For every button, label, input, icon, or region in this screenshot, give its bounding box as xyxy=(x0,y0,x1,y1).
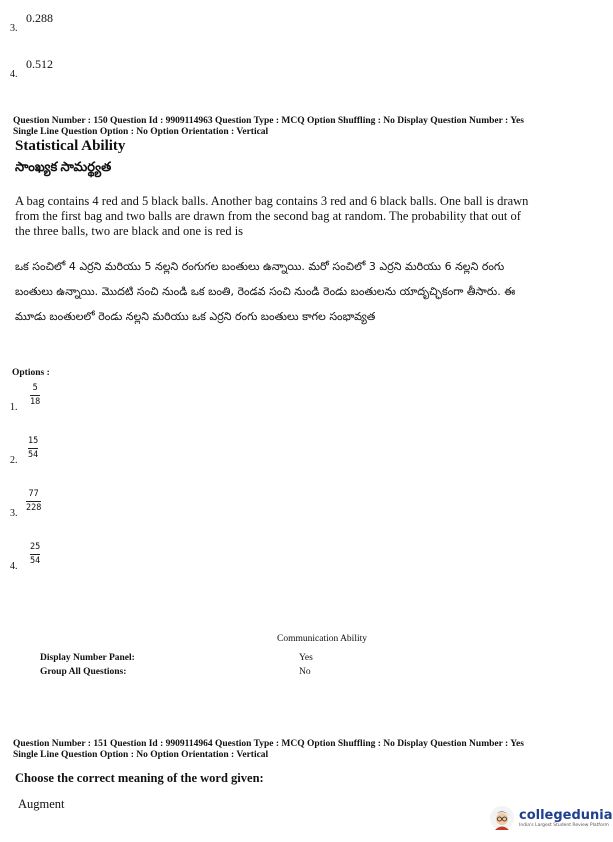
option-value: 0.512 xyxy=(26,57,53,71)
option-number: 4. xyxy=(10,69,18,80)
fraction-bar xyxy=(26,501,41,502)
question-meta-151 xyxy=(13,739,588,760)
numerator: 5 xyxy=(32,383,38,393)
option-fraction xyxy=(30,542,40,566)
question-text-en: A bag contains 4 red and 5 black balls. Another bag contains 3 red and 6 black balls. One ball is drawn from the first bag and two balls are drawn from the second bag at random. The probability that out of the three balls, two are black and one is red is xyxy=(15,194,529,238)
denominator: 54 xyxy=(30,556,41,566)
denominator: 54 xyxy=(28,450,39,460)
option-fraction xyxy=(30,383,40,407)
question-meta-150 xyxy=(13,116,588,137)
options-label: Options : xyxy=(12,368,50,378)
meta-line-1: Question Number : 150 Question Id : 9909114963 Question Type : MCQ Option Shuffling : No Display Question Number : Yes xyxy=(13,116,524,126)
meta-line-2: Single Line Question Option : No Option Orientation : Vertical xyxy=(13,749,269,760)
option-number: 3. xyxy=(10,23,18,34)
collegedunia-watermark xyxy=(489,805,613,831)
section-title-te: సాంఖ్యక సామర్థ్యత xyxy=(15,159,112,174)
option-number: 2. xyxy=(10,455,18,466)
group-all-questions-value: No xyxy=(299,667,311,677)
question-word: Augment xyxy=(18,797,65,811)
option-number: 3. xyxy=(10,508,18,519)
numerator: 25 xyxy=(30,542,41,552)
display-number-panel-label: Display Number Panel: xyxy=(40,653,135,663)
brand-tagline: India's Largest Student Review Platform xyxy=(519,823,609,828)
denominator: 228 xyxy=(26,503,42,513)
question-text-te: ఒక సంచిలో 4 ఎర్రని మరియు 5 నల్లని రంగుగల బంతులు ఉన్నాయి. మరో సంచిలో 3 ఎర్రని మరియు 6 నల్లని రంగు బంతులు ఉన్నాయి. మొదటి సంచి నుండి ఒక బంతి, రెండవ సంచి నుండి రెండు బంతులను యాదృచ్ఛికంగా తీసారు. ఈ మూడు బంతులలో రెండు నల్లని మరియు ఒక ఎర్రని రంగు బంతులు కాగల సంభావ్యత xyxy=(15,260,516,323)
section-title: Communication Ability xyxy=(277,634,367,644)
option-number: 1. xyxy=(10,402,18,413)
option-fraction xyxy=(28,436,38,460)
numerator: 77 xyxy=(28,489,39,499)
group-all-questions-label: Group All Questions: xyxy=(40,667,127,677)
brand-name: collegedunia xyxy=(519,808,613,823)
option-value: 0.288 xyxy=(26,11,53,25)
meta-line-1: Question Number : 151 Question Id : 9909114964 Question Type : MCQ Option Shuffling : No Display Question Number : Yes xyxy=(13,739,524,749)
numerator: 15 xyxy=(28,436,39,446)
fraction-bar xyxy=(28,448,38,449)
fraction-bar xyxy=(30,395,40,396)
student-avatar-icon xyxy=(489,805,515,831)
display-number-panel-value: Yes xyxy=(299,653,313,663)
question-prompt: Choose the correct meaning of the word given: xyxy=(15,771,264,785)
denominator: 18 xyxy=(30,397,41,407)
option-number: 4. xyxy=(10,561,18,572)
section-title-en: Statistical Ability xyxy=(15,138,126,154)
option-fraction xyxy=(26,489,41,513)
fraction-bar xyxy=(30,554,40,555)
meta-line-2: Single Line Question Option : No Option Orientation : Vertical xyxy=(13,126,269,137)
